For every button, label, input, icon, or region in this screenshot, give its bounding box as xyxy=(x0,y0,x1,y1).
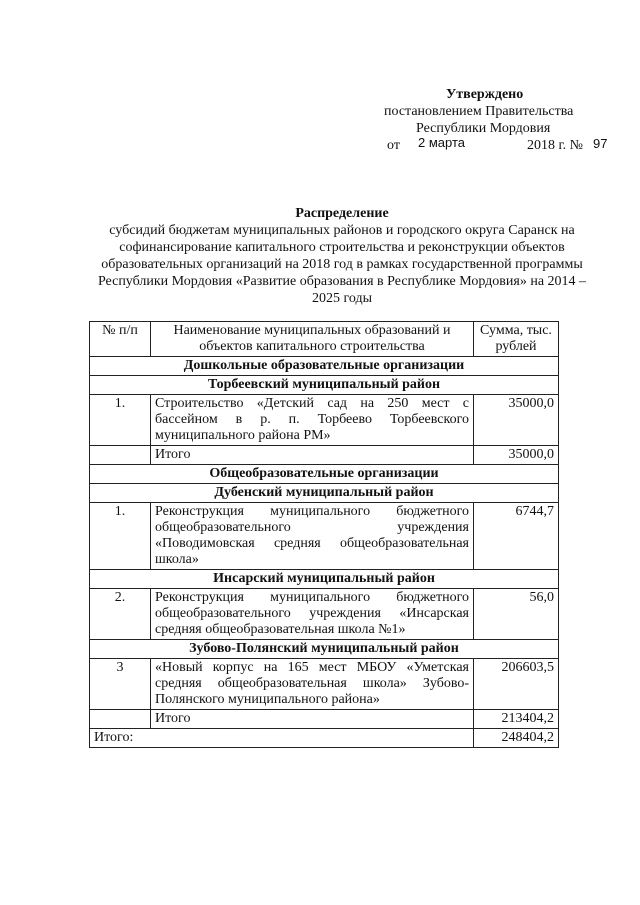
subtotal-sum: 35000,0 xyxy=(474,446,559,465)
subtotal-label: Итого xyxy=(151,446,474,465)
row-name: Реконструкция муниципального бюджетного общеобразовательного учреждения «Инсарская средняя общеобразовательная школа №1» xyxy=(151,589,474,640)
subtotal-row xyxy=(90,446,559,465)
table-row xyxy=(90,659,559,710)
section-insar: Инсарский муниципальный район xyxy=(90,570,559,589)
table-row xyxy=(90,503,559,570)
row-name: Реконструкция муниципального бюджетного общеобразовательного учреждения «Поводимовская средняя общеобразовательная школа» xyxy=(151,503,474,570)
approval-title: Утверждено xyxy=(446,87,524,102)
section-row xyxy=(90,570,559,589)
approval-from-label: от xyxy=(387,138,400,153)
table-row xyxy=(90,589,559,640)
section-preschool: Дошкольные образовательные организации xyxy=(90,357,559,376)
approval-year: 2018 г. № xyxy=(527,138,584,153)
section-row xyxy=(90,357,559,376)
row-name: Строительство «Детский сад на 250 мест с бассейном в р. п. Торбеево Торбеевского муниципального района РМ» xyxy=(151,395,474,446)
document-heading: Распределение xyxy=(295,206,389,221)
row-sum: 206603,5 xyxy=(474,659,559,710)
grand-total-label: Итого: xyxy=(90,729,474,748)
approval-number: 97 xyxy=(593,136,608,151)
document-title-block xyxy=(90,205,594,307)
subtotal-label: Итого xyxy=(151,710,474,729)
grand-total-row xyxy=(90,729,559,748)
row-num-empty xyxy=(90,710,151,729)
section-torbeevo: Торбеевский муниципальный район xyxy=(90,376,559,395)
section-row xyxy=(90,484,559,503)
row-num: 2. xyxy=(90,589,151,640)
row-sum: 35000,0 xyxy=(474,395,559,446)
table-row xyxy=(90,395,559,446)
subtotal-row xyxy=(90,710,559,729)
section-row xyxy=(90,376,559,395)
header-num: № п/п xyxy=(90,322,151,357)
row-num: 3 xyxy=(90,659,151,710)
section-row xyxy=(90,640,559,659)
approval-date: 2 марта xyxy=(418,135,465,150)
header-name: Наименование муниципальных образований и объектов капитального строительства xyxy=(151,322,474,357)
section-general: Общеобразовательные организации xyxy=(90,465,559,484)
row-name: «Новый корпус на 165 мест МБОУ «Уметская средняя общеобразовательная школа» Зубово-Полянского муниципального района» xyxy=(151,659,474,710)
subtotal-sum: 213404,2 xyxy=(474,710,559,729)
row-sum: 56,0 xyxy=(474,589,559,640)
header-sum: Сумма, тыс. рублей xyxy=(474,322,559,357)
row-num: 1. xyxy=(90,503,151,570)
grand-total-sum: 248404,2 xyxy=(474,729,559,748)
section-zubovo: Зубово-Полянский муниципальный район xyxy=(90,640,559,659)
table-header-row xyxy=(90,322,559,357)
row-sum: 6744,7 xyxy=(474,503,559,570)
section-dubenki: Дубенский муниципальный район xyxy=(90,484,559,503)
section-row xyxy=(90,465,559,484)
row-num: 1. xyxy=(90,395,151,446)
distribution-table xyxy=(89,321,559,748)
row-num-empty xyxy=(90,446,151,465)
document-subtitle: субсидий бюджетам муниципальных районов и городского округа Саранск на софинансирование капитального строительства и реконструкции объектов образовательных организаций на 2018 год в рамках государственной программы Республики Мордовия «Развитие образования в Республике Мордовия» на 2014 – 2025 годы xyxy=(97,223,587,306)
approval-line-1: постановлением Правительства xyxy=(384,104,574,119)
approval-line-2: Республики Мордовия xyxy=(416,121,551,136)
